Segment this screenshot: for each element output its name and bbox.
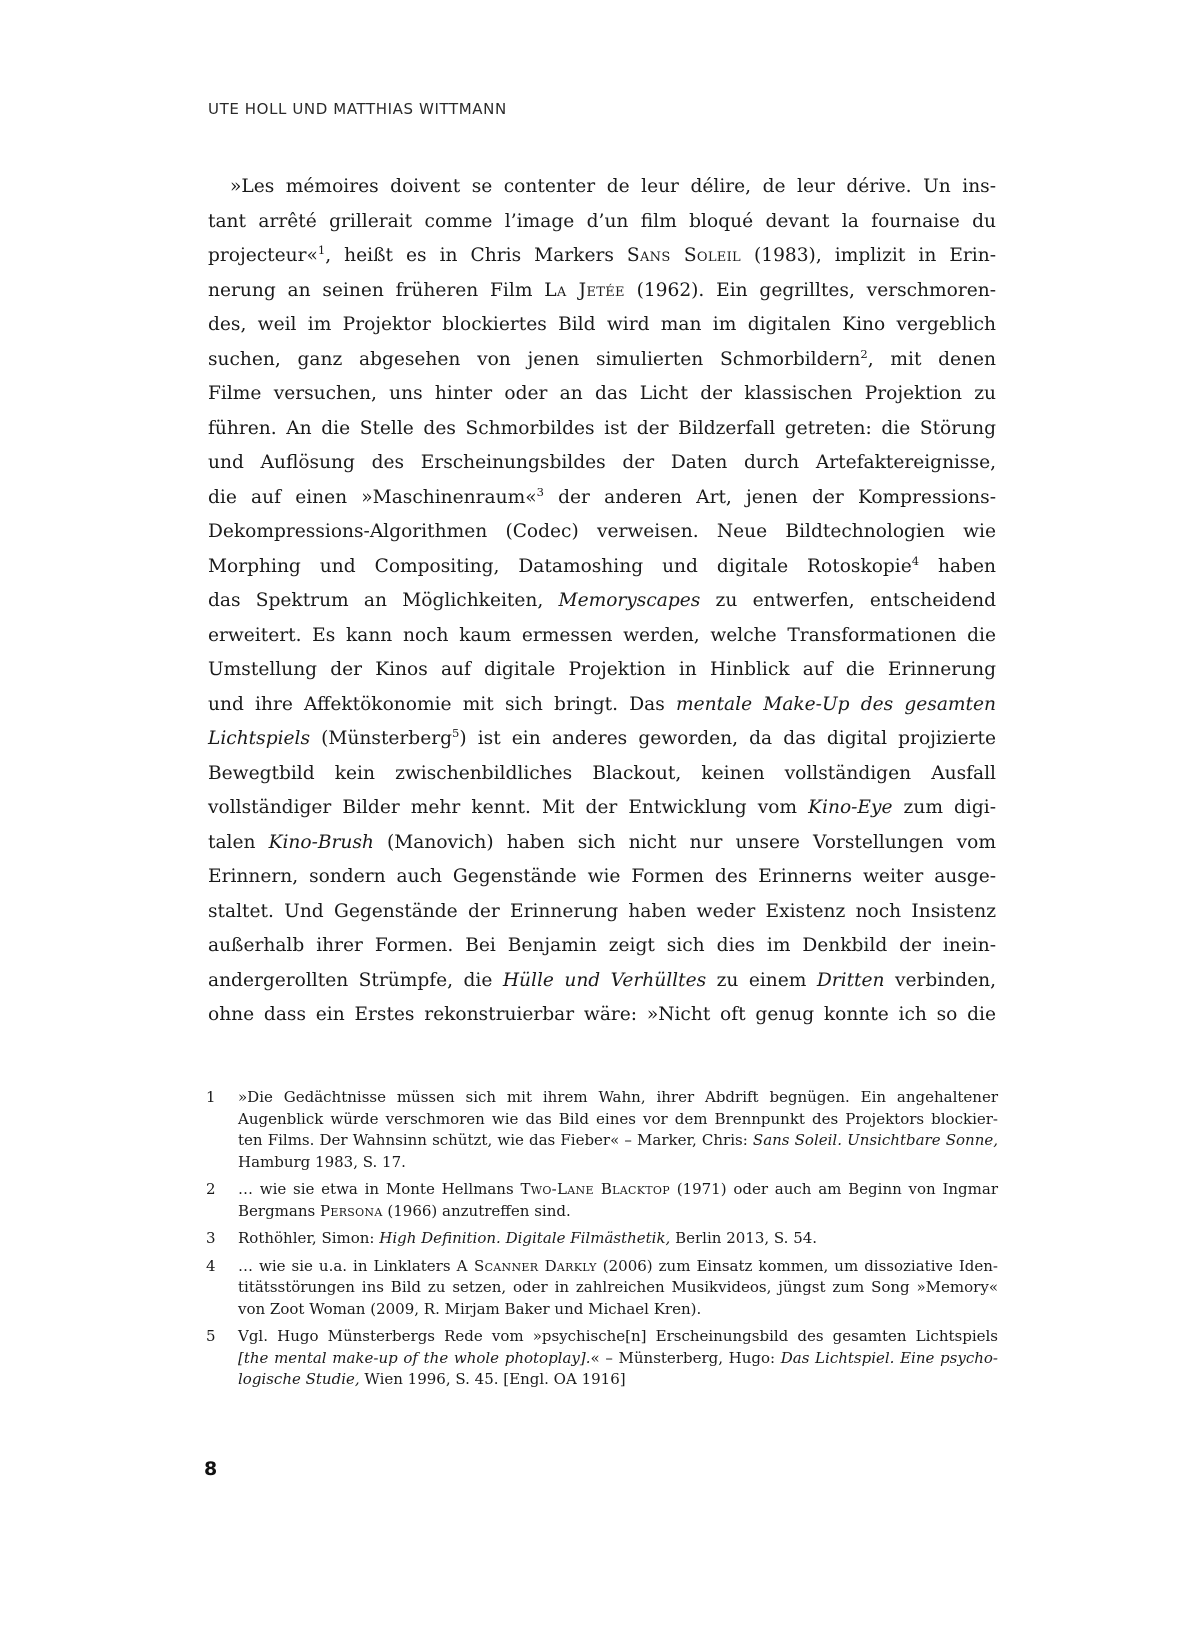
footnote-ref[interactable]: 5 — [452, 725, 460, 740]
body-line: und Auflösung des Erscheinungsbildes der Daten durch Artefaktereignisse, — [208, 452, 996, 473]
body-line: staltet. Und Gegenstände der Erinnerung haben weder Existenz noch Insistenz — [208, 900, 996, 922]
body-line: ohne dass ein Erstes rekonstruierbar wäre: »Nicht oft genug konnte ich so die — [208, 1004, 996, 1025]
page-number: 8 — [204, 1458, 218, 1480]
body-line: Erinnern, sondern auch Gegenstände wie Formen des Erinnerns weiter ausge- — [208, 866, 996, 887]
body-line: Umstellung der Kinos auf digitale Projektion in Hinblick auf die Erinnerung — [208, 659, 996, 680]
footnote-ref[interactable]: 4 — [911, 553, 920, 568]
body-line: talen Kino-Brush (Manovich) haben sich nicht nur unsere Vorstellungen vom — [208, 831, 996, 853]
footnote-number: 2 — [206, 1180, 216, 1198]
footnote-number: 5 — [206, 1327, 216, 1345]
film-title: Sans Soleil — [626, 245, 741, 266]
body-line: tant arrêté grillerait comme l’image d’un film bloqué devant la fournaise du — [208, 210, 996, 232]
body-line: führen. An die Stelle des Schmorbildes ist der Bildzerfall getreten: die Störung — [208, 417, 996, 439]
footnote-number: 1 — [206, 1088, 216, 1106]
body-line: vollständiger Bilder mehr kennt. Mit der Entwicklung vom Kino-Eye zum digi- — [208, 797, 996, 818]
body-line: nerung an seinen früheren Film La Jetée (1962). Ein gegrilltes, verschmoren- — [208, 279, 996, 301]
body-line: des, weil im Projektor blockiertes Bild wird man im digitalen Kino vergeblich — [208, 314, 996, 335]
footnotes — [206, 1087, 998, 1397]
body-line: Filme versuchen, uns hinter oder an das Licht der klassischen Projektion zu — [208, 383, 996, 404]
footnote-ref[interactable]: 1 — [317, 242, 326, 257]
body-line: Lichtspiels (Münsterberg$^5$) ist ein anderes geworden, da das digital projizierte — [208, 725, 996, 749]
body-line: und ihre Affektökonomie mit sich bringt. Das mentale Make-Up des gesamten — [208, 693, 996, 715]
body-text — [208, 170, 996, 1033]
body-line: erweitert. Es kann noch kaum ermessen werden, welche Transformationen die — [208, 624, 996, 646]
body-line: das Spektrum an Möglichkeiten, Memoryscapes zu entwerfen, entscheidend — [208, 590, 997, 611]
body-line: die auf einen »Maschinenraum«$^3$ der anderen Art, jenen der Kompressions- — [208, 484, 996, 508]
body-line: projecteur«$^1$, heißt es in Chris Markers Sans Soleil (1983), implizit in Erin- — [208, 242, 997, 266]
body-line: »Les mémoires doivent se contenter de leur délire, de leur dérive. Un ins- — [230, 176, 996, 197]
footnote-5: 5 Vgl. Hugo Münsterbergs Rede vom »psychische[n] Erscheinungsbild des gesamten Lichtspiels [the mental make-up of the whole photoplay].« – Münsterberg, Hugo: Das Lichtspiel. Eine psycho- logische Studie, Wien 1996, S. 45. [Engl. OA 1916] — [206, 1326, 998, 1391]
footnote-number: 3 — [206, 1229, 216, 1247]
body-line: Morphing und Compositing, Datamoshing und digitale Rotoskopie$^4$ haben — [208, 553, 996, 577]
footnote-1: 1 »Die Gedächtnisse müssen sich mit ihrem Wahn, ihrer Abdrift begnügen. Ein angehaltener Augenblick würde verschmoren wie das Bild eines vor dem Brennpunkt des Projektors blockier- ten Films. Der Wahnsinn schützt, wie das Fieber« – Marker, Chris: Sans Soleil. Unsichtbare Sonne, Hamburg 1983, S. 17. — [206, 1087, 998, 1173]
running-head: UTE HOLL UND MATTHIAS WITTMANN — [208, 100, 507, 118]
body-line: suchen, ganz abgesehen von jenen simulierten Schmorbildern$^2$, mit denen — [208, 346, 996, 370]
footnote-4: 4 … wie sie u.a. in Linklaters A Scanner Darkly (2006) zum Einsatz kommen, um dissoziative Iden- titätsstörungen ins Bild zu setzen, oder in zahlreichen Musikvideos, jüngst zum Song »Memory« von Zoot Woman (2009, R. Mirjam Baker und Michael Kren). — [206, 1256, 998, 1321]
footnote-ref[interactable]: 2 — [860, 346, 868, 361]
footnote-2: 2 … wie sie etwa in Monte Hellmans Two-Lane Blacktop (1971) oder auch am Beginn von Ingmar Bergmans Persona (1966) anzutreffen sind. — [206, 1179, 998, 1222]
body-line: Bewegtbild kein zwischenbildliches Blackout, keinen vollständigen Ausfall — [208, 762, 996, 784]
footnote-number: 4 — [206, 1256, 216, 1275]
film-title: La Jetée — [544, 279, 625, 301]
body-line: andergerollten Strümpfe, die Hülle und Verhülltes zu einem Dritten verbinden, — [208, 969, 996, 991]
body-line: Dekompressions-Algorithmen (Codec) verweisen. Neue Bildtechnologien wie — [208, 521, 996, 542]
body-line: außerhalb ihrer Formen. Bei Benjamin zeigt sich dies im Denkbild der inein- — [208, 935, 996, 956]
footnote-3: 3 Rothöhler, Simon: High Definition. Digitale Filmästhetik, Berlin 2013, S. 54. — [206, 1228, 998, 1250]
footnote-ref[interactable]: 3 — [536, 484, 544, 499]
